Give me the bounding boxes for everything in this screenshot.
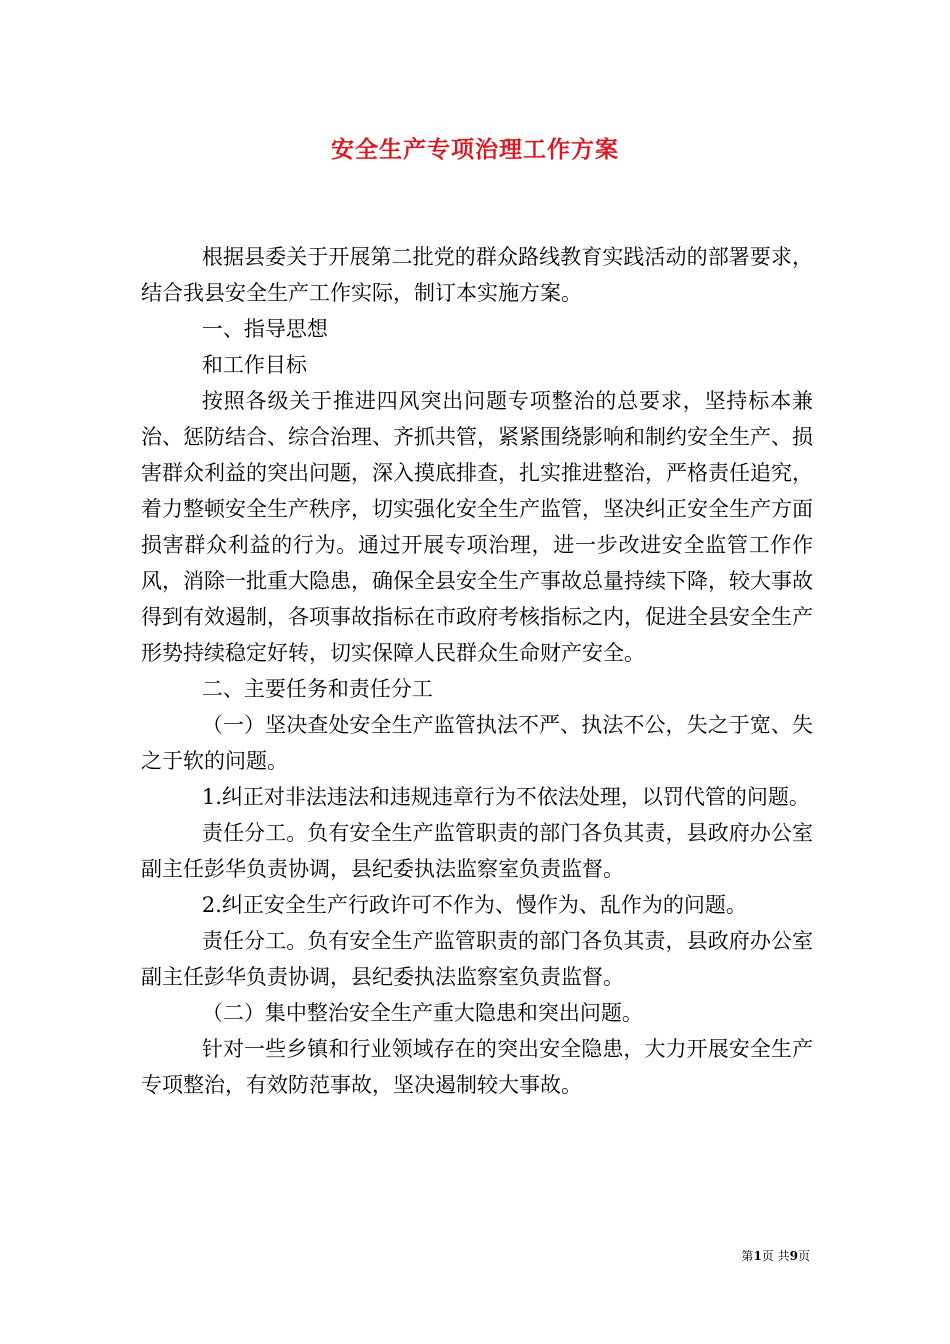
heading-guiding-thought: 一、指导思想 xyxy=(201,317,328,341)
subheading-task-two: （二）集中整治安全生产重大隐患和突出问题。 xyxy=(201,1001,643,1025)
document-body xyxy=(141,239,813,1103)
paragraph-goal-detail: 按照各级关于推进四风突出问题专项整治的总要求，坚持标本兼治、惩防结合、综合治理、齐抓共管，紧紧围绕影响和制约安全生产、损害群众利益的突出问题，深入摸底排查，扎实推进整治，严格责任追究，着力整顿安全生产秩序，切实强化安全生产监管，坚决纠正安全生产方面损害群众利益的行为。通过开展专项治理，进一步改进安全监管工作作风，消除一批重大隐患，确保全县安全生产事故总量持续下降，较大事故得到有效遏制，各项事故指标在市政府考核指标之内，促进全县安全生产形势持续稳定好转，切实保障人民群众生命财产安全。 xyxy=(141,389,813,665)
item-1: 1.纠正对非法违法和违规违章行为不依法处理，以罚代管的问题。 xyxy=(201,785,810,809)
current-page-number: 1 xyxy=(753,1249,762,1263)
responsibility-1: 责任分工。负有安全生产监管职责的部门各负其责，县政府办公室副主任彭华负责协调，县纪委执法监察室负责监督。 xyxy=(141,821,813,881)
footer-middle: 页 共 xyxy=(761,1249,790,1263)
document-title: 安全生产专项治理工作方案 xyxy=(331,136,619,163)
responsibility-2: 责任分工。负有安全生产监管职责的部门各负其责，县政府办公室副主任彭华负责协调，县纪委执法监察室负责监督。 xyxy=(141,929,813,989)
paragraph-task-two-detail: 针对一些乡镇和行业领域存在的突出安全隐患，大力开展安全生产专项整治，有效防范事故，坚决遏制较大事故。 xyxy=(141,1037,813,1097)
footer-prefix: 第 xyxy=(741,1249,754,1263)
footer-suffix: 页 xyxy=(797,1249,810,1263)
subheading-task-one: （一）坚决查处安全生产监管执法不严、执法不公，失之于宽、失之于软的问题。 xyxy=(141,713,813,773)
page-footer xyxy=(700,1247,810,1264)
item-2: 2.纠正安全生产行政许可不作为、慢作为、乱作为的问题。 xyxy=(201,893,747,917)
heading-main-tasks: 二、主要任务和责任分工 xyxy=(201,677,433,701)
paragraph-intro: 根据县委关于开展第二批党的群众路线教育实践活动的部署要求，结合我县安全生产工作实际，制订本实施方案。 xyxy=(141,245,813,305)
heading-work-goal: 和工作目标 xyxy=(201,353,307,377)
total-pages-number: 9 xyxy=(789,1249,798,1263)
